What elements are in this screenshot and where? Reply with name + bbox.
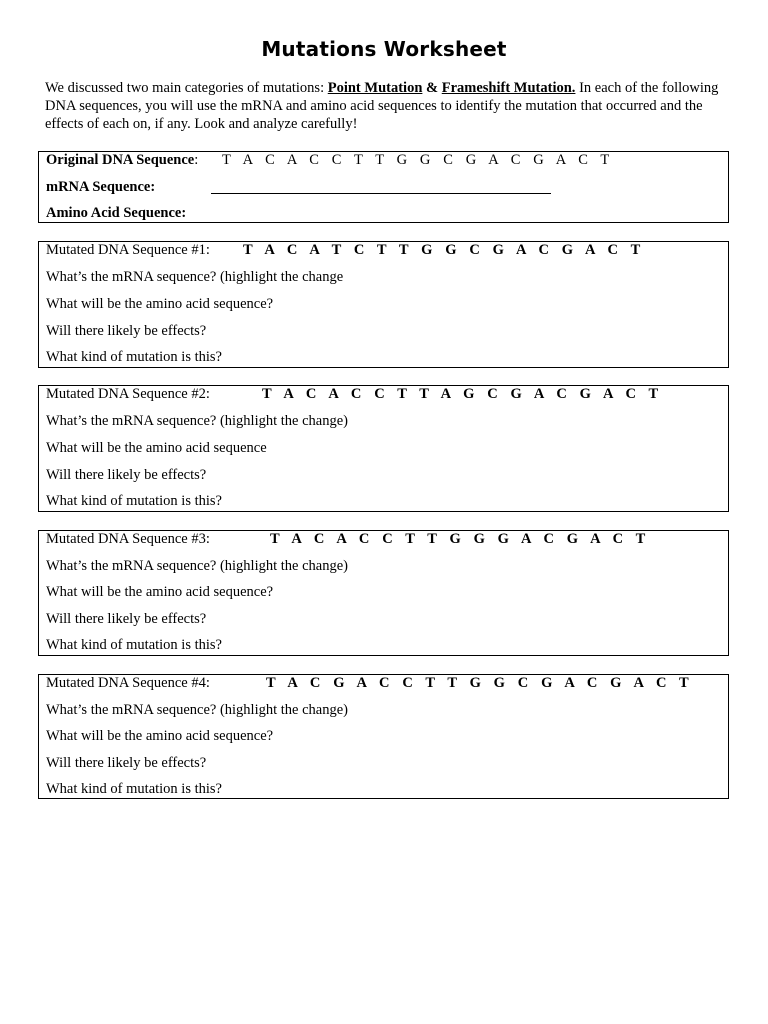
mutation-4-header — [46, 675, 694, 692]
intro-paragraph — [45, 79, 725, 133]
mutation-2-sequence: T A C A C C T T A G C G A C G A C T — [262, 386, 663, 402]
mutation-1-sequence: T A C A T C T T G G C G A C G A C T — [243, 242, 645, 258]
original-dna-box — [38, 151, 729, 223]
mutation-1-box — [38, 241, 729, 368]
mutation-3-sequence: T A C A C C T T G G G A C G A C T — [270, 531, 650, 547]
mutation-1-q-kind: What kind of mutation is this? — [46, 349, 222, 365]
mutation-2-q-amino: What will be the amino acid sequence — [46, 440, 267, 456]
mutation-4-sequence: T A C G A C C T T G G C G A C G A C T — [266, 675, 694, 691]
mutation-3-q-amino: What will be the amino acid sequence? — [46, 584, 274, 600]
mrna-sequence-label: mRNA Sequence: — [46, 179, 156, 195]
mrna-answer-line[interactable] — [211, 193, 551, 194]
original-dna-label: Original DNA Sequence — [46, 152, 195, 168]
mutation-1-q-amino: What will be the amino acid sequence? — [46, 296, 274, 312]
mutation-2-q-kind: What kind of mutation is this? — [46, 493, 222, 509]
mutation-2-label: Mutated DNA Sequence #2: — [46, 386, 210, 402]
mutation-4-box — [38, 674, 729, 799]
mutation-2-q-mrna: What’s the mRNA sequence? (highlight the change) — [46, 413, 348, 429]
mutation-2-header — [46, 386, 663, 403]
mutation-1-q-effects: Will there likely be effects? — [46, 323, 207, 339]
mutation-3-box — [38, 530, 729, 656]
mutation-3-header — [46, 531, 650, 548]
mutation-4-q-kind: What kind of mutation is this? — [46, 781, 222, 797]
mutation-3-q-mrna: What’s the mRNA sequence? (highlight the change) — [46, 558, 348, 574]
mutation-3-q-kind: What kind of mutation is this? — [46, 637, 222, 653]
mutation-1-header — [46, 242, 645, 259]
frameshift-mutation-term: Frameshift Mutation. — [441, 80, 576, 96]
original-dna-sequence: T A C A C C T T G G C G A C G A C T — [222, 152, 614, 168]
mutation-4-q-effects: Will there likely be effects? — [46, 755, 207, 771]
mutation-4-q-mrna: What’s the mRNA sequence? (highlight the change) — [46, 702, 348, 718]
intro-text-before: We discussed two main categories of mutations: — [45, 80, 328, 96]
mutation-3-label: Mutated DNA Sequence #3: — [46, 531, 210, 547]
intro-text-after: In each of the following DNA sequences, you will use the mRNA and amino acid sequences to identify the mutation that occurred and the effects of each on, if any. Look and analyze carefully! — [45, 80, 719, 132]
point-mutation-term: Point Mutation — [327, 80, 423, 96]
mutation-2-box — [38, 385, 729, 512]
intro-ampersand: & — [422, 80, 442, 96]
mutation-2-q-effects: Will there likely be effects? — [46, 467, 207, 483]
page-title: Mutations Worksheet — [261, 37, 507, 61]
mutation-3-q-effects: Will there likely be effects? — [46, 611, 207, 627]
mutation-1-label: Mutated DNA Sequence #1: — [46, 242, 210, 258]
amino-acid-sequence-label: Amino Acid Sequence: — [46, 205, 187, 221]
mutation-1-q-mrna: What’s the mRNA sequence? (highlight the change — [46, 269, 344, 285]
original-dna-colon: : — [194, 152, 199, 168]
mutation-4-q-amino: What will be the amino acid sequence? — [46, 728, 274, 744]
original-dna-row — [46, 152, 614, 169]
mutation-4-label: Mutated DNA Sequence #4: — [46, 675, 210, 691]
